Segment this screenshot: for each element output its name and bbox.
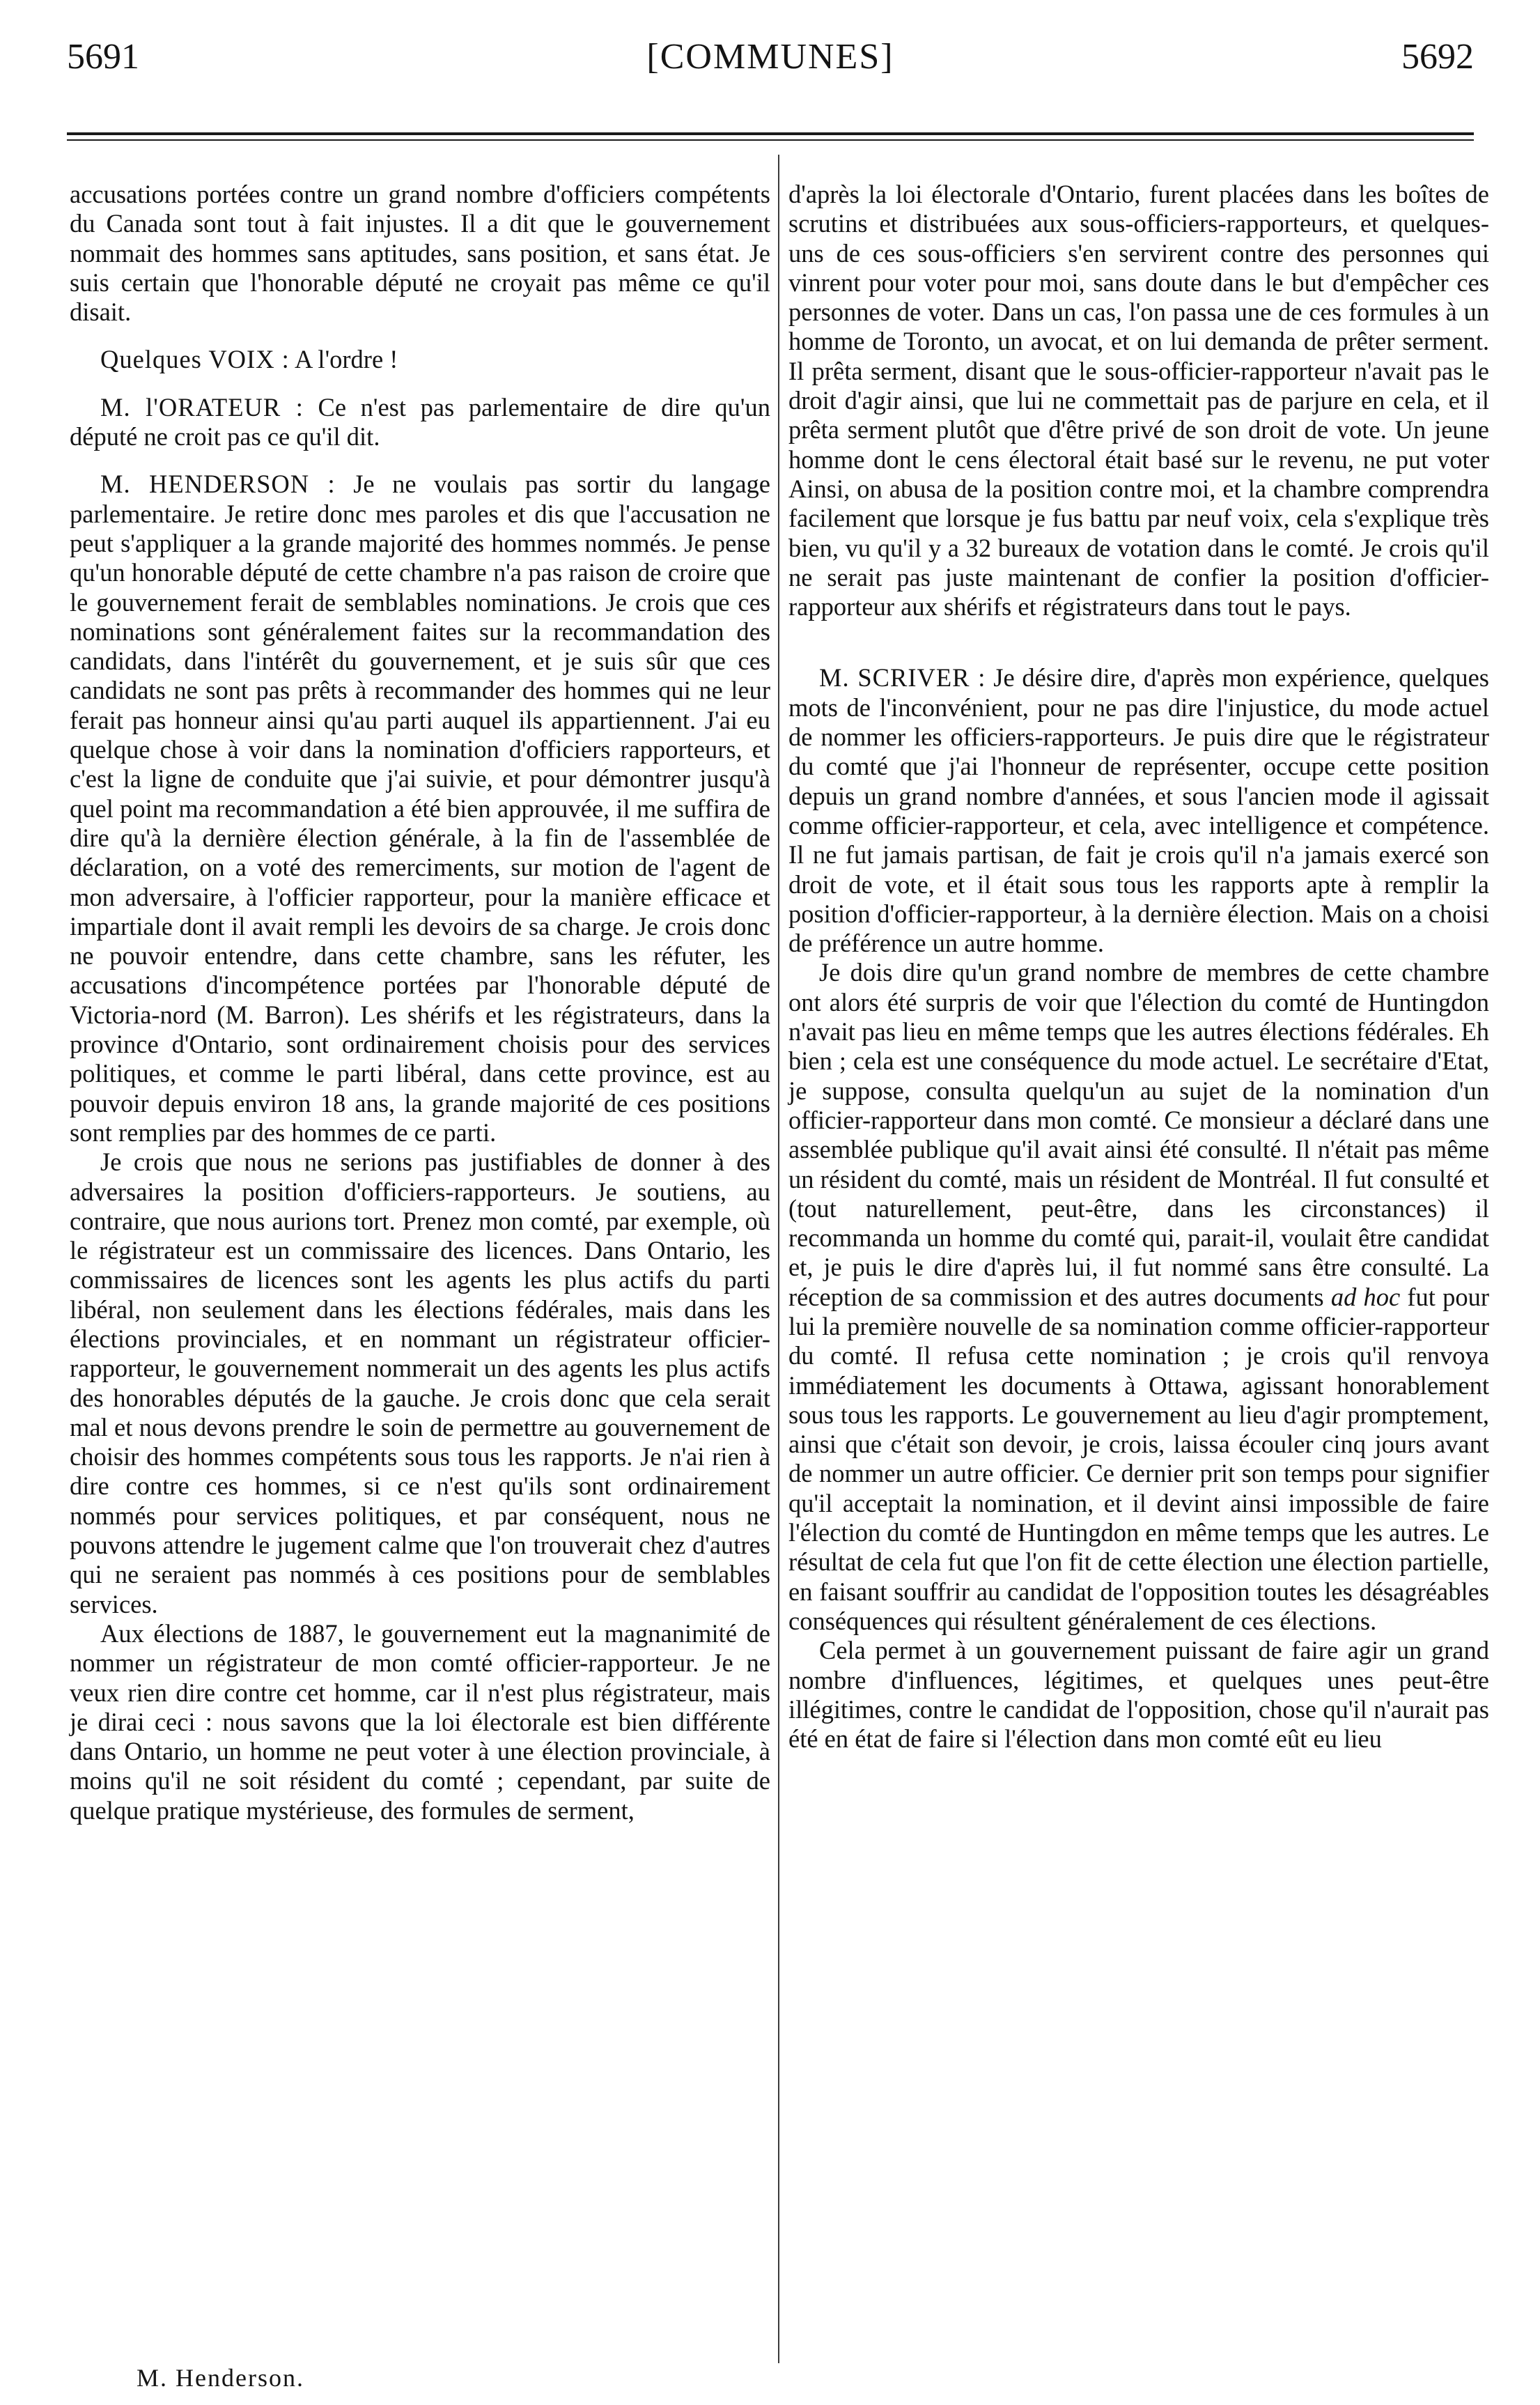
left-paragraph-4: [70, 470, 770, 1147]
speaker-orateur: M. l'ORATEUR :: [100, 392, 304, 422]
header-rule-thick: [67, 132, 1474, 135]
right-paragraph-1: d'après la loi électorale d'Ontario, furent placées dans les boîtes de scrutins et distribuées aux sous-officiers-rapporteurs, et quelques-uns de ces sous-officiers s'en servirent contre des personnes qui vinrent pour voter pour moi, sans doute dans le but d'empêcher ces personnes de voter. Dans un cas, l'on passa une de ces formules à un homme de Toronto, un avocat, et on lui demanda de prêter serment. Il prêta serment, disant que le sous-officier-rapporteur n'avait pas le droit d'agir ainsi, que lui ne commettait pas de parjure en cela, et il prêta serment plutôt que d'être privé de son droit de vote. Un jeune homme dont le cens électoral était basé sur le revenu, ne put voter Ainsi, on abusa de la position contre moi, et la chambre comprendra facilement que lorsque je fus battu par neuf voix, cela s'explique très bien, vu qu'il y a 32 bureaux de votation dans le comté. Je crois qu'il ne serait pas juste maintenant de confier la position d'officier-rapporteur aux shérifs et régistrateurs dans tout le pays.: [788, 180, 1489, 621]
page-title: [COMMUNES]: [646, 37, 894, 77]
right-paragraph-4: Cela permet à un gouvernement puissant de faire agir un grand nombre d'influences, légitimes, et quelques unes peut-être illégitimes, contre le candidat de l'opposition, chose qu'il n'aurait pas été en état de faire si l'élection dans mon comté eût eu lieu: [788, 1636, 1489, 1754]
column-divider: [778, 155, 779, 2363]
speech-scriver: Je désire dire, d'après mon expérience, quelques mots de l'inconvénient, pour ne pas dire l'injustice, du mode actuel de nommer les officiers-rapporteurs. Je puis dire que le régistrateur du comté que j'ai l'honneur de représenter, occupe cette position depuis un grand nombre d'années, et sous l'ancien mode il agissait comme officier-rapporteur, et cela, avec intelligence et compétence. Il ne fut jamais partisan, de fait je crois qu'il n'a jamais exercé son droit de vote, et il était sous tous les rapports apte à remplir la position d'officier-rapporteur, à la dernière élection. Mais on a choisi de préférence un autre homme.: [788, 663, 1490, 958]
speech-orateur: Ce n'est pas parlementaire de dire qu'un député ne croit pas ce qu'il dit.: [70, 392, 770, 451]
speaker-scriver: M. SCRIVER :: [819, 663, 986, 693]
header-rule-thin: [67, 139, 1474, 141]
left-paragraph-6: Aux élections de 1887, le gouvernement eut la magnanimité de nommer un régistrateur de mon comté officier-rapporteur. Je ne veux rien dire contre cet homme, car il n'est plus régistrateur, mais je dirai ceci : nous savons que la loi électorale est bien différente dans Ontario, un homme ne peut voter à une élection provinciale, à moins qu'il ne soit résident du comté ; cependant, par suite de quelque pratique mystérieuse, des formules de serment,: [70, 1618, 770, 1825]
latin-phrase: ad hoc: [1330, 1282, 1401, 1311]
page-number-right: 5692: [1401, 37, 1474, 77]
left-paragraph-5: Je crois que nous ne serions pas justifiables de donner à des adversaires la position d'officiers-rapporteurs. Je soutiens, au contraire, que nous aurions tort. Prenez mon comté, par exemple, où le régistrateur est un commissaire des licences. Dans Ontario, les commissaires de licences sont les agents les plus actifs du parti libéral, non seulement dans les élections fédérales, mais dans les élections provinciales, et en nommant un régistrateur officier-rapporteur, le gouvernement nommerait un des agents les plus actifs des honorables députés de la gauche. Je crois donc que cela serait mal et nous devons prendre le soin de permettre au gouvernement de choisir des hommes compétents sous tous les rapports. Je n'ai rien à dire contre ces hommes, si ce n'est qu'ils sont ordinairement nommés pour services politiques, et par conséquent, nous ne pouvons attendre le jugement calme que l'on trouverait chez d'autres qui ne seraient pas nommés à ces positions pour de semblables services.: [70, 1147, 770, 1618]
page-number-left: 5691: [67, 37, 139, 77]
right-paragraph-3: [788, 958, 1489, 1636]
left-paragraph-1: accusations portées contre un grand nombre d'officiers compétents du Canada sont tout à fait injustes. Il a dit que le gouvernement nommait des hommes sans aptitudes, sans position, et sans état. Je suis certain que l'honorable député ne croyait pas même ce qu'il disait.: [70, 180, 770, 327]
right-paragraph-3-part-1: Je dois dire qu'un grand nombre de membres de cette chambre ont alors été surpris de voir que l'élection du comté de Huntingdon n'avait pas lieu en même temps que les autres élections fédérales. Eh bien ; cela est une conséquence du mode actuel. Le secrétaire d'Etat, je suppose, consulta quelqu'un au sujet de la nomination d'un officier-rapporteur dans mon comté. Ce monsieur a déclaré dans une assemblée publique qu'il avait ainsi été consulté. Il n'était pas même un résident du comté, mais un résident de Montréal. Il fut consulté et (tout naturellement, peut-être, dans les circonstances) il recommanda un homme du comté qui, parait-il, voulait être candidat et, je puis le dire d'après lui, il fut nommé sans être consulté. La réception de sa commission et des autres documents: [788, 958, 1489, 1311]
running-footer-name: M. Henderson.: [137, 2364, 304, 2392]
left-column: [70, 180, 770, 1825]
page-header: [67, 36, 1474, 99]
speech-henderson: Je ne voulais pas sortir du langage parlementaire. Je retire donc mes paroles et dis que l'accusation ne peut s'appliquer a la grande majorité des hommes nommés. Je pense qu'un honorable député de cette chambre n'a pas raison de croire que le gouvernement ferait de semblables nominations. Je crois que ces nominations sont généralement faites sur la recommandation des candidats, dans l'intérêt du gouvernement, et je suis sûr que ces candidats ne sont pas prêts à recommander des hommes qui ne leur ferait pas honneur ainsi qu'au parti auquel ils appartiennent. J'ai eu quelque chose à voir dans la nomination d'officiers rapporteurs, et c'est la ligne de conduite que j'ai suivie, et pour démontrer jusqu'à quel point ma recommandation a été bien approuvée, il me suffira de dire qu'à la dernière élection générale, à la fin de l'assemblée de déclaration, on a voté des remerciments, sur motion de l'agent de mon adversaire, à l'officier rapporteur, pour la manière efficace et impartiale dont il avait rempli les devoirs de sa charge. Je crois donc ne pouvoir entendre, dans cette chambre, sans les réfuter, les accusations d'incompétence portées par l'honorable député de Victoria-nord (M. Barron). Les shérifs et les régistrateurs, dans la province d'Ontario, sont ordinairement choisis pour des services politiques, et comme le parti libéral, dans cette province, est au pouvoir depuis environ 18 ans, la grande majorité de ces positions sont remplies par des hommes de ce parti.: [70, 470, 771, 1147]
left-paragraph-3: [70, 393, 770, 452]
left-paragraph-2: [70, 345, 770, 374]
speaker-voix: Quelques VOIX :: [100, 345, 290, 374]
right-paragraph-2: [788, 663, 1489, 958]
speech-voix: A l'ordre !: [294, 345, 398, 374]
speaker-henderson: M. HENDERSON :: [100, 470, 336, 499]
right-paragraph-3-part-2: fut pour lui la première nouvelle de sa nomination comme officier-rapporteur du comté. Il refusa cette nomination ; je crois qu'il renvoya immédiatement les documents à Ottawa, agissant honorablement sous tous les rapports. Le gouvernement au lieu d'agir promptement, ainsi que c'était son devoir, je crois, laissa écouler cinq jours avant de nommer un autre officier. Ce dernier prit son temps pour signifier qu'il acceptait la nomination, et il devint ainsi impossible de faire l'élection du comté de Huntingdon en même temps que les autres. Le résultat de cela fut que l'on fit de cette élection une élection partielle, en faisant souffrir au candidat de l'opposition toutes les désagréables conséquences qui résultent généralement de ces élections.: [788, 1282, 1490, 1635]
right-column: [788, 180, 1489, 1754]
